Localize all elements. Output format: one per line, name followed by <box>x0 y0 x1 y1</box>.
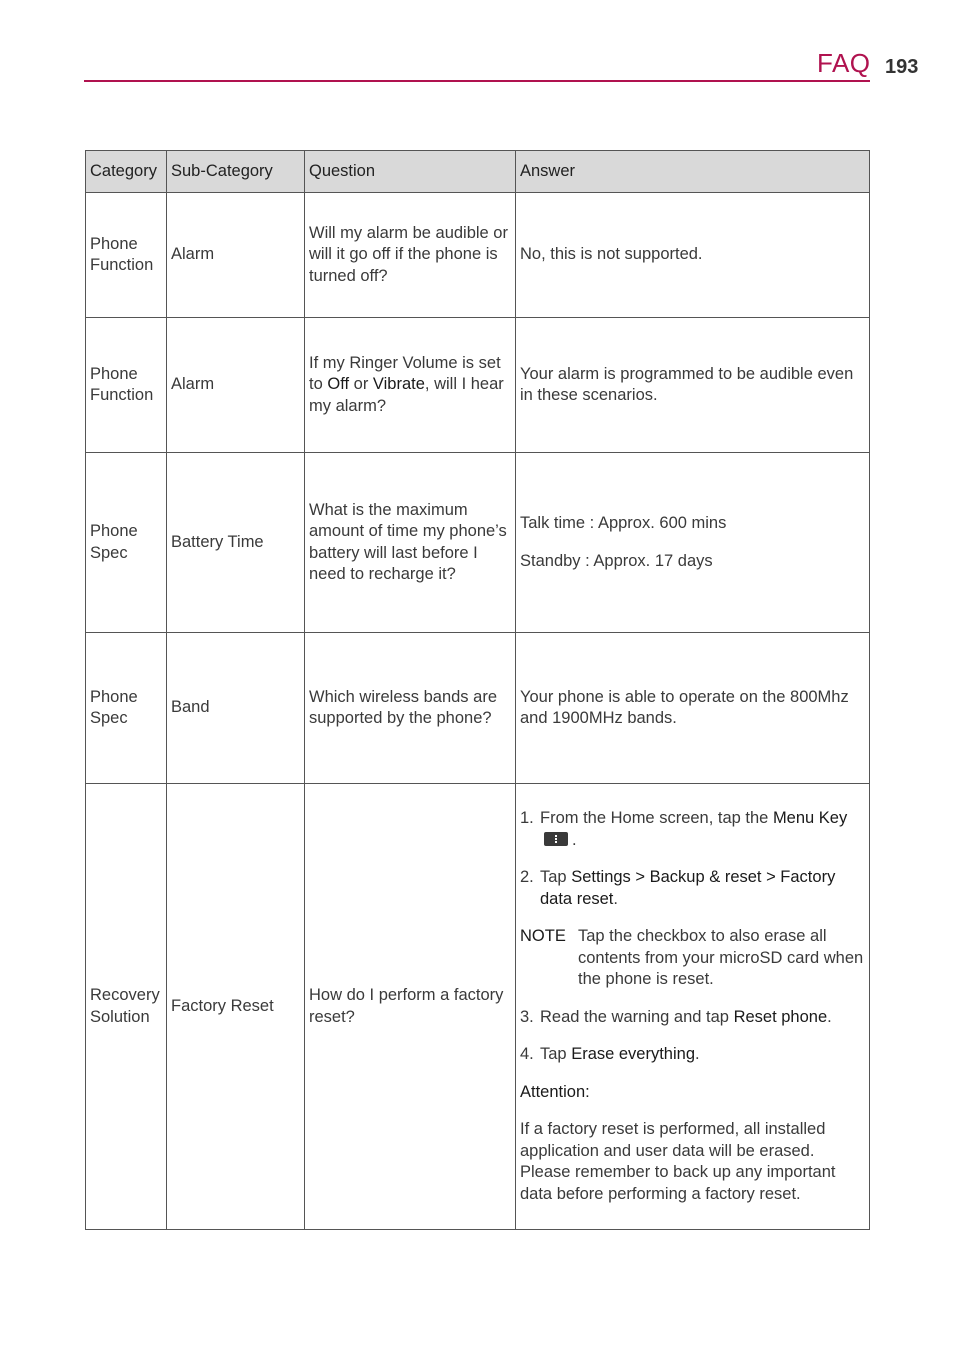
answer-cell: Your alarm is programmed to be audible even in these scenarios. <box>516 318 870 453</box>
header-divider <box>84 80 870 82</box>
table-row <box>86 318 870 453</box>
subcategory-cell: Battery Time <box>167 453 305 633</box>
category-line: Phone <box>90 687 138 706</box>
reset-phone-label: Reset phone <box>733 1007 828 1026</box>
category-cell <box>86 193 167 318</box>
category-cell <box>86 318 167 453</box>
answer-cell <box>516 453 870 633</box>
answer-cell: No, this is not supported. <box>516 193 870 318</box>
category-line: Recovery <box>90 986 160 1004</box>
menu-key-label: Menu Key <box>772 809 848 827</box>
question-text: or <box>349 375 373 394</box>
question-cell: Which wireless bands are supported by the phone? <box>305 633 516 784</box>
step-text-part: Tap <box>540 1045 572 1063</box>
page-title: FAQ <box>817 48 871 78</box>
question-cell: What is the maximum amount of time my phone’s battery will last before I need to recharge it? <box>305 453 516 633</box>
settings-path: Settings > Backup & reset > Factory data reset <box>540 868 836 908</box>
question-text: , will I hear my alarm? <box>309 375 504 415</box>
attention-label: Attention: <box>520 1082 590 1101</box>
category-line: Phone <box>90 522 138 540</box>
table-row <box>86 193 870 318</box>
subcategory-cell: Band <box>167 633 305 784</box>
erase-everything-label: Erase everything <box>571 1045 696 1063</box>
category-line: Phone <box>90 234 138 253</box>
standby-time: Standby : Approx. 17 days <box>520 551 713 570</box>
column-header-question: Question <box>305 151 516 193</box>
faq-table <box>85 150 870 1230</box>
table-row <box>86 453 870 633</box>
note-text: Tap the checkbox to also erase all contents from your microSD card when the phone is reset. <box>578 927 864 988</box>
note <box>520 926 865 991</box>
table-header-row <box>86 151 870 193</box>
question-text: If my Ringer Volume is set to <box>309 353 501 394</box>
menu-key-icon <box>544 832 568 846</box>
column-header-subcategory: Sub-Category <box>167 151 305 193</box>
step-2 <box>520 867 865 910</box>
step-text-part: . <box>827 1007 832 1026</box>
category-line: Phone <box>90 364 138 383</box>
question-cell <box>305 318 516 453</box>
option-vibrate: Vibrate <box>372 375 425 394</box>
option-off: Off <box>327 375 350 394</box>
column-header-category: Category <box>86 151 167 193</box>
table-row <box>86 633 870 784</box>
step-text-part: From the Home screen, tap the <box>540 809 773 827</box>
subcategory-cell: Factory Reset <box>167 784 305 1230</box>
step-text-part: . <box>613 889 618 908</box>
category-line: Function <box>90 386 154 404</box>
step-text-part: . <box>572 830 577 849</box>
step-text <box>540 1007 832 1029</box>
question-cell: Will my alarm be audible or will it go off if the phone is turned off? <box>305 193 516 318</box>
question-cell: How do I perform a factory reset? <box>305 784 516 1230</box>
step-number: 1. <box>520 809 534 827</box>
category-cell <box>86 453 167 633</box>
subcategory-cell: Alarm <box>167 193 305 318</box>
subcategory-cell: Alarm <box>167 318 305 453</box>
attention-text: If a factory reset is performed, all installed application and user data will be erased. Please remember to back up any important data before performing a factory reset. <box>520 1120 836 1203</box>
note-label: NOTE <box>520 927 566 945</box>
category-line: Function <box>90 256 154 274</box>
category-line: Solution <box>90 1007 150 1026</box>
step-4 <box>520 1044 865 1066</box>
step-text-part: Read the warning and tap <box>540 1007 734 1026</box>
step-text-part: Tap <box>540 868 572 886</box>
step-number: 3. <box>520 1007 534 1026</box>
talk-time: Talk time : Approx. 600 mins <box>520 514 727 532</box>
step-text <box>540 1044 700 1066</box>
step-number: 2. <box>520 868 534 886</box>
step-text <box>540 867 865 910</box>
step-text-part: . <box>695 1045 700 1063</box>
step-text <box>540 808 865 851</box>
category-line: Spec <box>90 709 128 727</box>
step-1 <box>520 808 865 851</box>
category-cell <box>86 633 167 784</box>
step-3 <box>520 1007 865 1029</box>
table-row <box>86 784 870 1230</box>
step-number: 4. <box>520 1045 534 1063</box>
answer-cell: Your phone is able to operate on the 800Mhz and 1900MHz bands. <box>516 633 870 784</box>
category-line: Spec <box>90 543 128 562</box>
page-number: 193 <box>885 56 919 78</box>
category-cell <box>86 784 167 1230</box>
answer-cell <box>516 784 870 1230</box>
column-header-answer: Answer <box>516 151 870 193</box>
